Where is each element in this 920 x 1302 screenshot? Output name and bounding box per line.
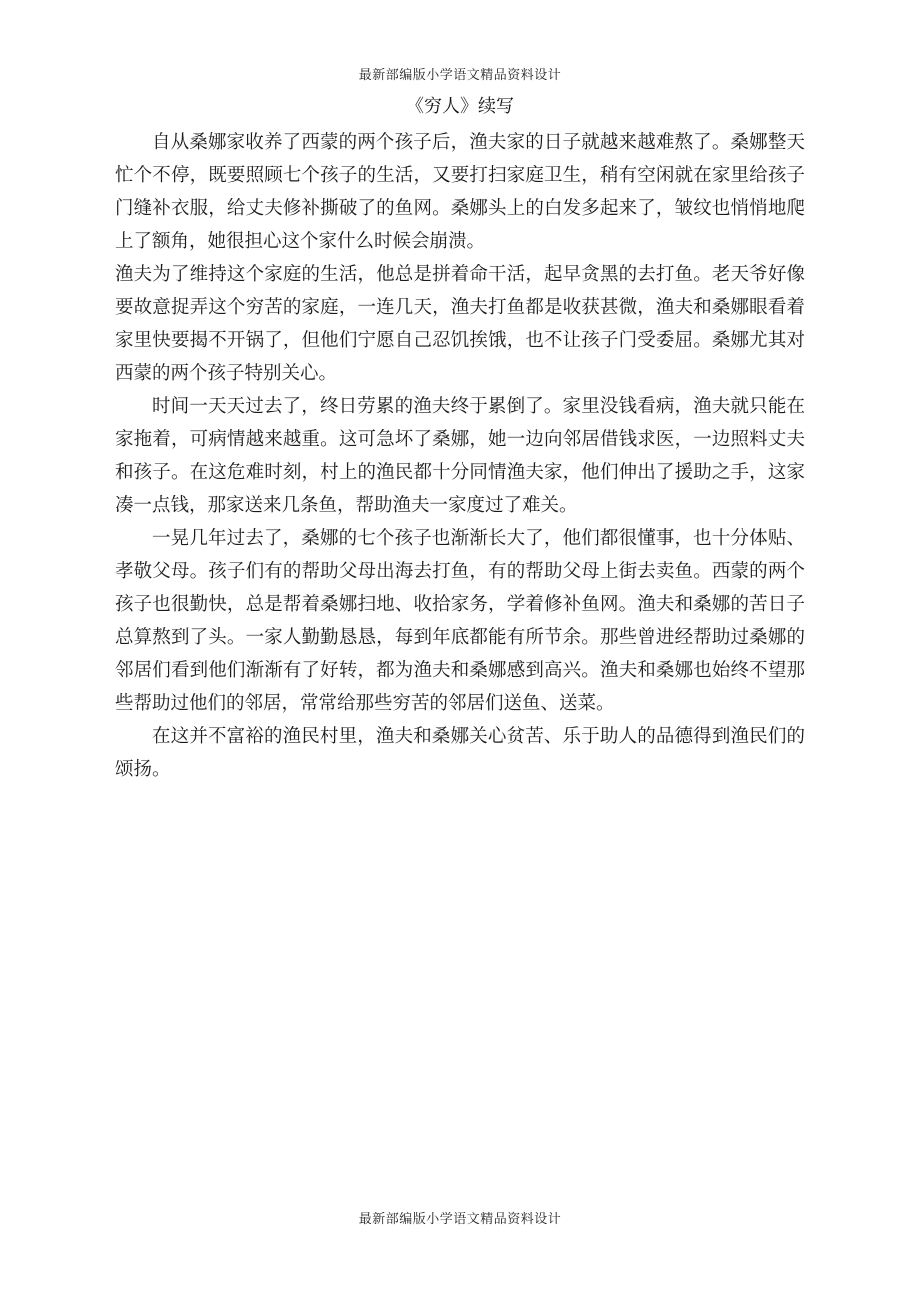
- page-header: 最新部编版小学语文精品资料设计: [358, 68, 562, 83]
- page-footer: 最新部编版小学语文精品资料设计: [358, 1212, 562, 1227]
- paragraph-5: 在这并不富裕的渔民村里，渔夫和桑娜关心贫苦、乐于助人的品德得到渔民们的颂扬。: [115, 726, 805, 780]
- paragraph-3: 时间一天天过去了，终日劳累的渔夫终于累倒了。家里没钱看病，渔夫就只能在家拖着，可病情越来越重。这可急坏了桑娜，她一边向邻居借钱求医，一边照料丈夫和孩子。在这危难时刻，村上的渔民都十分同情渔夫家，他们伸出了援助之手，这家凑一点钱，那家送来几条鱼，帮助渔夫一家度过了难关。: [115, 396, 805, 516]
- paragraph-4: 一晃几年过去了，桑娜的七个孩子也渐渐长大了，他们都很懂事，也十分体贴、孝敬父母。孩子们有的帮助父母出海去打鱼，有的帮助父母上街去卖鱼。西蒙的两个孩子也很勤快，总是帮着桑娜扫地、收拾家务，学着修补鱼网。渔夫和桑娜的苦日子总算熬到了头。一家人勤勤恳恳，每到年底都能有所节余。那些曾进经帮助过桑娜的邻居们看到他们渐渐有了好转，都为渔夫和桑娜感到高兴。渔夫和桑娜也始终不望那些帮助过他们的邻居，常常给那些穷苦的邻居们送鱼、送菜。: [115, 528, 805, 714]
- paragraph-1: 自从桑娜家收养了西蒙的两个孩子后，渔夫家的日子就越来越难熬了。桑娜整天忙个不停，既要照顾七个孩子的生活，又要打扫家庭卫生，稍有空闲就在家里给孩子门缝补衣服，给丈夫修补撕破了的鱼网。桑娜头上的白发多起来了，皱纹也悄悄地爬上了额角，她很担心这个家什么时候会崩溃。: [115, 132, 805, 252]
- document-title: 《穷人》续写: [406, 96, 514, 117]
- paragraph-2: 渔夫为了维持这个家庭的生活，他总是拼着命干活，起早贪黑的去打鱼。老天爷好像要故意捉弄这个穷苦的家庭，一连几天，渔夫打鱼都是收获甚微，渔夫和桑娜眼看着家里快要揭不开锅了，但他们宁愿自己忍饥挨饿，也不让孩子门受委屈。桑娜尤其对西蒙的两个孩子特别关心。: [115, 264, 805, 384]
- document-body: [115, 126, 805, 786]
